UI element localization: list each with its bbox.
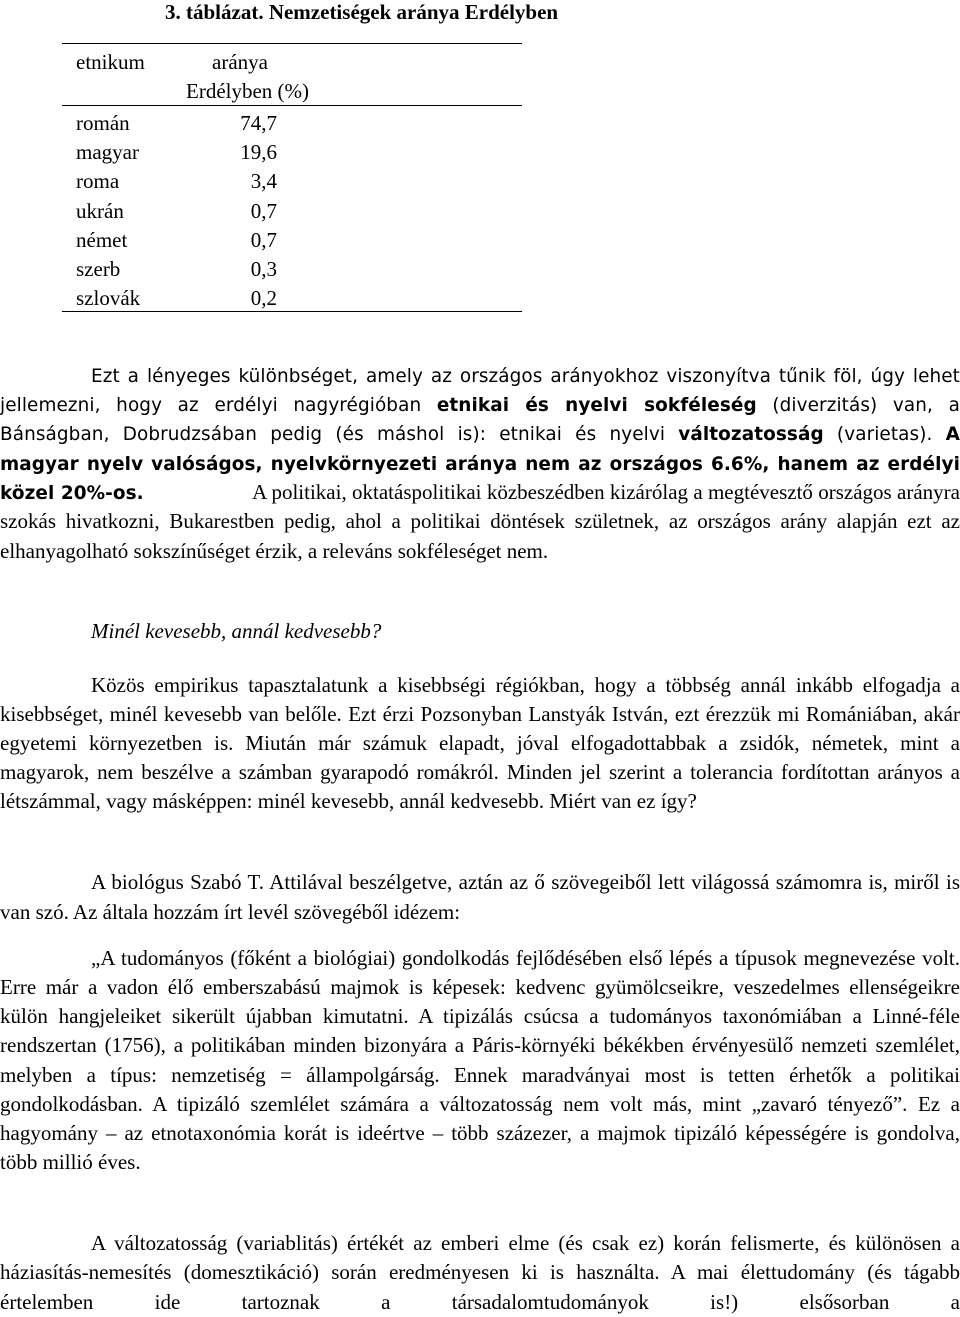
paragraph-2: Közös empirikus tapasztalatunk a kisebbségi régiókban, hogy a többség annál inkább elfogadja a kisebbséget, minél kevesebb van belőle. Ezt érzi Pozsonyban Lanstyák István, ezt érezzük mi Romániában, akár egyetemi környezetben is. Miután már számuk elapadt, jóval elfogadottabbak a zsidók, németek, mint a magyarok, nem beszélve a számban gyarapodó romákról. Minden jel szerint a tolerancia fordítottan arányos a létszámmal, vagy másképpen: minél kevesebb, annál kedvesebb. Miért van ez így? <box>0 673 960 814</box>
paragraph-4-block <box>0 944 960 1177</box>
paragraph-3-block <box>0 868 960 927</box>
paragraph-1-continued <box>0 478 960 566</box>
table-cell-ethnicity: román <box>76 111 130 135</box>
p1-text-1: Ezt a lényeges különbséget, amely az országos arányokhoz viszonyítva tűnik föl, úgy lehet jellemezni, hogy az erdélyi nagyrégióban <box>0 366 960 417</box>
table-bottom-rule <box>62 311 522 312</box>
p1-text-2: (diverzitás) van, a Bánságban, Dobrudzsában pedig (és máshol is): etnikai és nyelvi <box>0 395 960 446</box>
table-caption: 3. táblázat. Nemzetiségek aránya Erdélyben <box>165 0 559 24</box>
table-cell-ethnicity: ukrán <box>76 198 124 223</box>
header-ethnicity: etnikum <box>76 50 145 74</box>
p1-bold-3: A magyar nyelv valóságos, nyelvkörnyezeti aránya nem az országos 6.6%, hanem az erdélyi közel 20%-os. <box>0 424 960 504</box>
p1-text-3: (varietas). <box>823 424 946 446</box>
table-cell-share: 74,7 <box>240 111 277 135</box>
table-cell-share: 0,3 <box>250 257 277 281</box>
section-subheading: Minél kevesebb, annál kedvesebb? <box>91 619 382 643</box>
subheading-block <box>0 617 960 647</box>
table-cell-ethnicity: német <box>76 227 128 252</box>
body-text-serif-1 <box>0 478 960 566</box>
paragraph-4: „A tudományos (főként a biológiai) gondolkodás fejlődésében első lépés a típusok megnevezése volt. Erre már a vadon élő emberszabású majmok is képesek: kedvenc gyümölcseikre, veszedelmes ellenségeikre külön hangjeleiket sikerült újabban kimutatni. A tipizálás csúcsa a tudományos taxonómiában a Linné-féle rendszertan (1756), a politikában minden bizonyára a Páris-környéki békékben érvényesülő nemzeti szemlélet, melyben a típus: nemzetiség = állampolgárság. Ennek maradványai most is tetten érhetők a politikai gondolkodásban. A tipizáló szemlélet számára a változatosság nem volt más, mint „zavaró tényező”. Ez a hagyomány – az etnotaxonómia korát is ideértve – több százezer, a majmok tipizáló képességére is gondolva, több millió éves. <box>0 946 960 1175</box>
p1-bold-2: változatosság <box>678 424 824 446</box>
table-cell-share: 19,6 <box>240 140 277 165</box>
header-share-line1: aránya <box>212 50 268 74</box>
table-cell-share: 0,7 <box>250 227 277 252</box>
table-cell-ethnicity: roma <box>76 169 120 194</box>
header-share-line2: Erdélyben (%) <box>186 79 310 103</box>
ethnicity-table <box>62 43 522 313</box>
paragraph-5: A változatosság (variablitás) értékét az emberi elme (és csak ez) korán felismerte, és különösen a háziasítás-nemesítés (domesztikáció) során eredményesen ki is használta. A mai élettudomány (és tágabb értelemben ide tartoznak a társadalomtudományok is!) elsősorban a <box>0 1231 960 1314</box>
table-top-rule <box>62 43 522 44</box>
table-cell-ethnicity: magyar <box>76 140 139 165</box>
paragraph-5-block <box>0 1229 960 1317</box>
table-cell-share: 0,2 <box>250 286 277 311</box>
paragraph-3: A biológus Szabó T. Attilával beszélgetve, aztán az ő szövegeiből lett világossá számomra is, miről is van szó. Az általa hozzám írt levél szövegéből idézem: <box>0 870 960 924</box>
table-cell-ethnicity: szerb <box>76 257 121 281</box>
p1-text-4: A politikai, oktatáspolitikai közbeszédben kizárólag a megtévesztő országos arányra szokás hivatkozni, Bukarestben pedig, ahol a politikai döntések születnek, az országos arány alapján ezt az elhanyagolható sokszínűséget érzik, a releváns sokféleséget nem. <box>0 480 960 563</box>
table-cell-ethnicity: szlovák <box>76 286 141 311</box>
table-cell-share: 0,7 <box>250 198 277 223</box>
paragraph-2-block <box>0 671 960 816</box>
table-cell-share: 3,4 <box>250 169 277 194</box>
p1-bold-1: etnikai és nyelvi sokféleség <box>436 395 757 417</box>
table-header-rule <box>62 105 522 106</box>
